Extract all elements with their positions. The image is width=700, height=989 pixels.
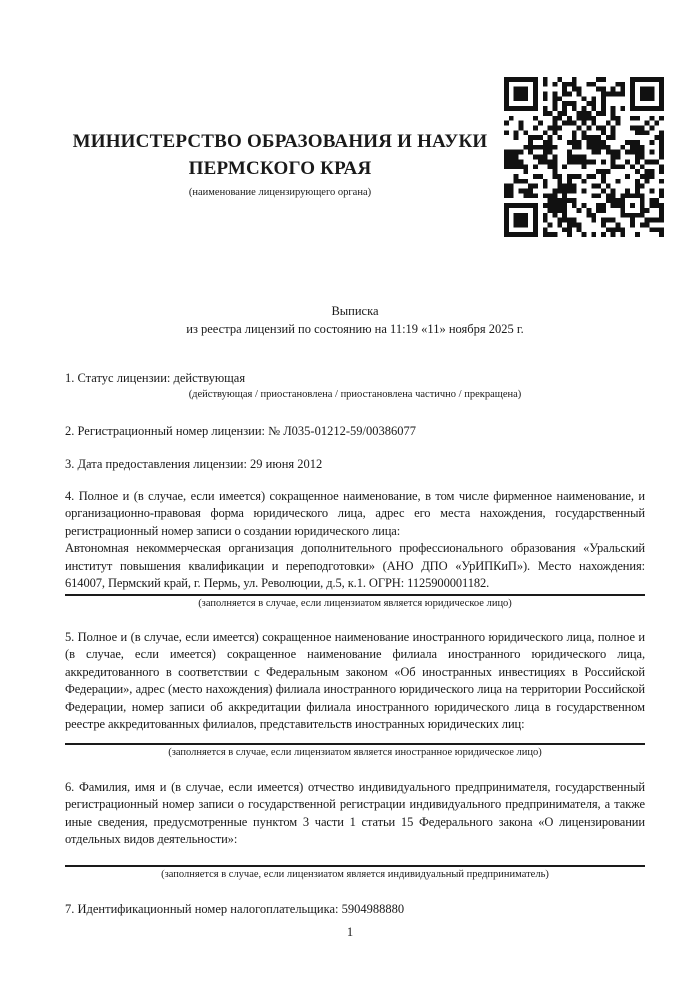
item-7-taxpayer-number: 7. Идентификационный номер налогоплательщика: 5904988880 <box>65 901 405 916</box>
title-line2: из реестра лицензий по состоянию на 11:19 «11» ноября 2025 г. <box>186 321 524 336</box>
item-5-foreign-entity-label: 5. Полное и (в случае, если имеется) сокращенное наименование иностранного юридического лица, полное и (в случае, если имеется) сокращенное наименование филиала иностранного юридического лица, аккредитованного в соответствии с Федеральным законом «Об иностранных инвестициях в Российской Федерации», адрес (место нахождения) филиала иностранного юридического лица на территории Российской Федерации, номер записи об аккредитации филиала иностранного юридического лица в государственном реестре аккредитованных филиалов, представительств иностранных юридических лиц: <box>65 629 645 731</box>
item-1-license-status: 1. Статус лицензии: действующая <box>65 371 246 385</box>
title-line1: Выписка <box>331 304 379 318</box>
page-number: 1 <box>346 925 354 939</box>
item-4-legal-entity-label: 4. Полное и (в случае, если имеется) сокращенное наименование, в том числе фирменное наименование, и организационно-правовая форма юридического лица, адрес его места нахождения, государственный регистрационный номер записи о создании юридического лица: <box>65 488 645 538</box>
fill-line-foreign-entity <box>65 743 645 745</box>
item-3-grant-date: 3. Дата предоставления лицензии: 29 июня 2012 <box>65 457 323 471</box>
document-title <box>65 303 645 338</box>
qr-code-icon <box>504 77 664 237</box>
item-6-note: (заполняется в случае, если лицензиатом является индивидуальный предприниматель) <box>161 868 549 880</box>
item-4-note: (заполняется в случае, если лицензиатом является юридическое лицо) <box>198 597 512 609</box>
licensing-authority-header <box>60 128 500 200</box>
item-6-entrepreneur-label: 6. Фамилия, имя и (в случае, если имеется) отчество индивидуального предпринимателя, государственный регистрационный номер записи о государственной регистрации индивидуального предпринимателя, а также иные сведения, предусмотренные пунктом 3 части 1 статьи 15 Федерального закона «О лицензировании отдельных видов деятельности»: <box>65 779 645 846</box>
item-4-legal-entity-value: Автономная некоммерческая организация дополнительного профессионального образования «Уральский институт повышения квалификации и переподготовки» (АНО ДПО «УрИПКиП»). Место нахождения: 614007, Пермский край, г. Пермь, ул. Революции, д.5, к.1. ОГРН: 1125900001182. <box>65 541 645 590</box>
ministry-name-line2: ПЕРМСКОГО КРАЯ <box>188 158 372 179</box>
fill-line-legal-entity <box>65 594 645 596</box>
fill-line-entrepreneur <box>65 865 645 867</box>
ministry-caption: (наименование лицензирующего органа) <box>188 187 372 198</box>
item-5-note: (заполняется в случае, если лицензиатом является иностранное юридическое лицо) <box>168 746 542 758</box>
item-2-registration-number: 2. Регистрационный номер лицензии: № Л035-01212-59/00386077 <box>65 423 416 438</box>
document-body <box>65 303 645 918</box>
item-1-note: (действующая / приостановлена / приостановлена частично / прекращена) <box>188 388 522 400</box>
ministry-name-line1: МИНИСТЕРСТВО ОБРАЗОВАНИЯ И НАУКИ <box>72 131 488 152</box>
